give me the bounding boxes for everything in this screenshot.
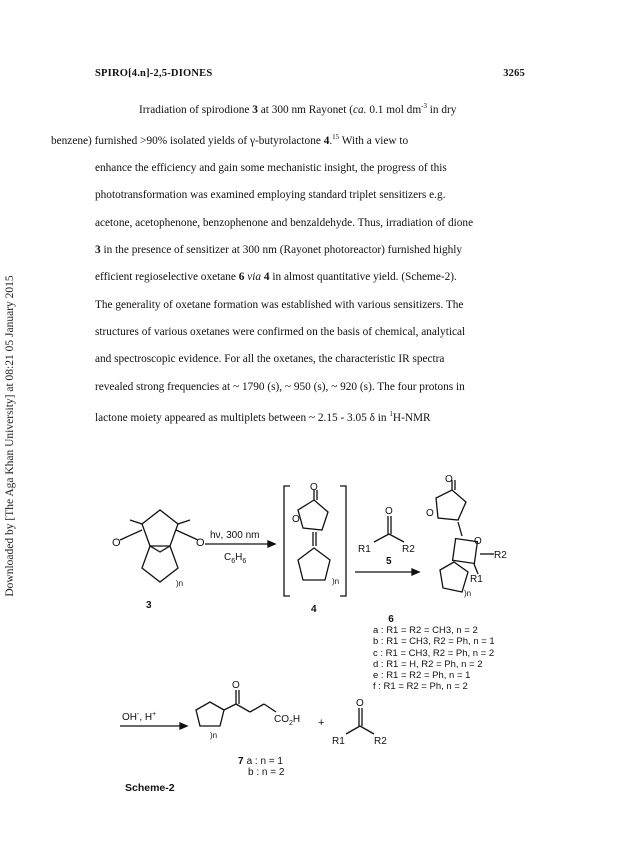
- line-11: revealed strong frequencies at ~ 1790 (s), ~ 950 (s), ~ 920 (s). The four protons in: [95, 380, 465, 393]
- compound-6-structure: [436, 480, 494, 592]
- reagent-top: hν, 300 nm: [210, 530, 260, 541]
- o-label-6a: O: [445, 474, 453, 485]
- page-number: 3265: [503, 68, 525, 79]
- cmpd5-label: 5: [386, 556, 392, 567]
- r2-label-5: R2: [402, 544, 415, 555]
- line-4: phototransformation was examined employing standard triplet sensitizers e.g.: [95, 189, 446, 202]
- body-paragraph: [51, 93, 525, 432]
- r1-label-ketone: R1: [332, 736, 345, 747]
- line-1: Irradiation of spirodione 3 at 300 nm Rayonet (ca. 0.1 mol $dm^{-3}$ in dry: [139, 102, 457, 116]
- o-label-7: O: [232, 680, 240, 691]
- compound-7-structure: [196, 690, 276, 726]
- running-title: SPIRO[4.n]-2,5-DIONES: [95, 68, 213, 79]
- download-watermark-text: Downloaded by [The Aga Khan University] at 08:21 05 January 2015: [4, 275, 16, 597]
- variant-6-item: a : R1 = R2 = CH3, n = 2: [373, 625, 478, 637]
- cmpd6-number: 6: [388, 614, 394, 625]
- cmpd7-number: 7: [238, 756, 244, 767]
- r2-label-6: R2: [494, 550, 507, 561]
- r1-label-5: R1: [358, 544, 371, 555]
- o-label-6c: O: [474, 536, 482, 547]
- line-3: enhance the efficiency and gain some mechanistic insight, the progress of this: [95, 162, 447, 175]
- line-10: and spectroscopic evidence. For all the oxetanes, the characteristic IR spectra: [95, 353, 445, 366]
- running-header: [95, 68, 525, 79]
- variant-list-6: [373, 625, 495, 692]
- plus-sign: +: [318, 717, 325, 729]
- variant-6-item: e : R1 = R2 = Ph, n = 1: [373, 670, 471, 682]
- o-label-ketone: O: [356, 698, 364, 709]
- n-label-7: )n: [210, 731, 218, 740]
- variant-6-item: d : R1 = H, R2 = Ph, n = 2: [373, 658, 483, 670]
- r1-label-6: R1: [470, 574, 483, 585]
- reagent2-label: OH-, H+: [122, 711, 157, 723]
- cmpd3-label: 3: [146, 600, 152, 611]
- variant-7a: a : n = 1: [246, 756, 283, 767]
- reaction-arrow-1-head: [268, 541, 275, 547]
- co2h-label: $CO_2H$: [274, 714, 301, 727]
- scheme-title: Scheme-2: [125, 782, 175, 794]
- ketone-byproduct-structure: [346, 708, 374, 734]
- cmpd4-label: 4: [311, 604, 317, 615]
- line-12: lactone moiety appeared as multiplets between ~ 2.15 - 3.05 δ in $^1$H-NMR: [95, 409, 431, 424]
- reaction-arrow-3-head: [180, 723, 187, 729]
- line-7: efficient regioselective oxetane 6 via 4 in almost quantitative yield. (Scheme-2).: [95, 271, 457, 284]
- paragraph-text: [51, 93, 525, 432]
- o-label-6b: O: [426, 508, 434, 519]
- scheme-drawing: [0, 468, 624, 798]
- line-6: 3 in the presence of sensitizer at 300 nm (Rayonet photoreactor) furnished highly: [95, 244, 463, 257]
- variant-6-item: b : R1 = CH3, R2 = Ph, n = 1: [373, 636, 495, 648]
- n-label-4: )n: [332, 577, 340, 586]
- o-label-3b: O: [196, 537, 205, 549]
- n-label-3: )n: [176, 579, 184, 588]
- variant-6-item: c : R1 = CH3, R2 = Ph, n = 2: [373, 647, 495, 659]
- reaction-scheme: [0, 468, 624, 798]
- compound-6-variants: [373, 614, 495, 692]
- line-5: acetone, acetophenone, benzophenone and benzaldehyde. Thus, irradiation of dione: [95, 216, 474, 229]
- solvent-label: $C_6H_6$: [224, 552, 247, 565]
- variant-7b: b : n = 2: [248, 767, 285, 778]
- o-label-4a: O: [310, 482, 318, 493]
- variant-6-item: f : R1 = R2 = Ph, n = 2: [373, 681, 468, 693]
- compound-7-variants: [238, 756, 284, 778]
- o-label-3a: O: [112, 537, 121, 549]
- line-8: The generality of oxetane formation was established with various sensitizers. The: [95, 298, 464, 311]
- reaction-arrow-2-head: [412, 569, 419, 575]
- compound-5-structure: [374, 516, 404, 542]
- o-label-5: O: [385, 506, 393, 517]
- r2-label-ketone: R2: [374, 736, 387, 747]
- line-2: benzene) furnished >90% isolated yields of γ-butyrolactone 4.15 With a view to: [51, 133, 409, 147]
- o-label-4b: O: [292, 514, 300, 525]
- compound-3-structure: [120, 510, 198, 582]
- n-label-6: )n: [464, 589, 472, 598]
- line-9: structures of various oxetanes were confirmed on the basis of chemical, analytical: [95, 325, 466, 338]
